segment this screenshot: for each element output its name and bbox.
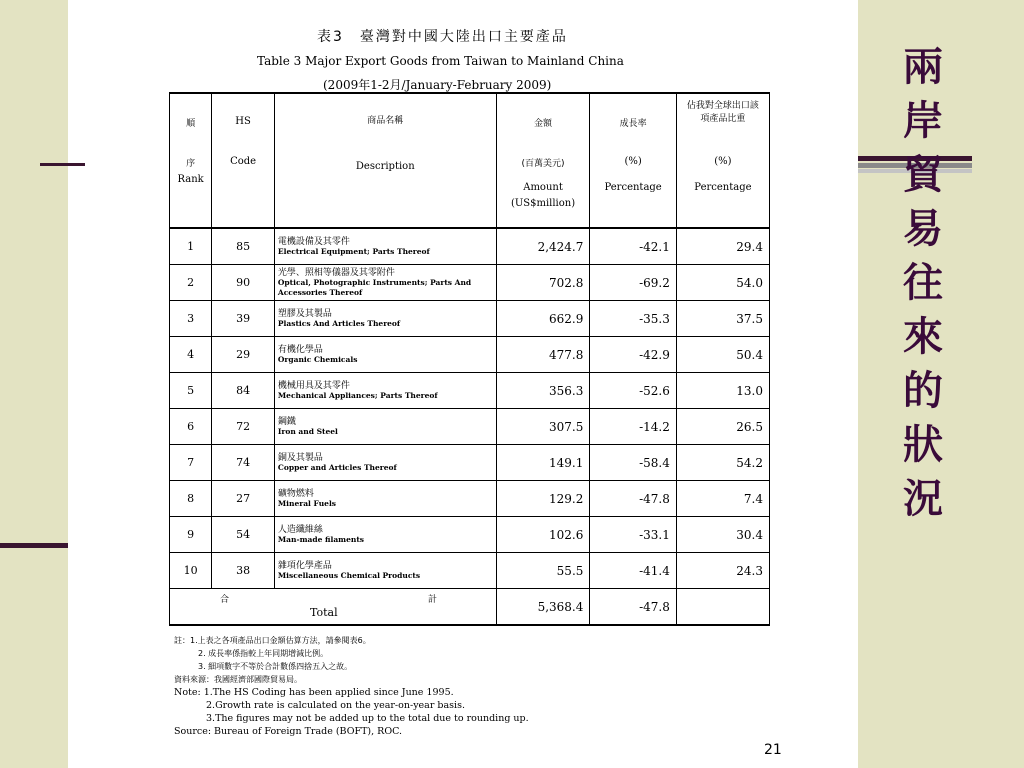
header-hs-bottom: Code: [230, 156, 257, 167]
note-zh-1: 註：1.上表之各項產品出口金額估算方法，請參閱表6。: [174, 636, 371, 645]
cell-amount: 129.2: [496, 481, 590, 517]
header-rank-zh2: 序: [186, 159, 196, 169]
cell-desc-en: Miscellaneous Chemical Products: [277, 570, 421, 580]
note-en-2: 2.Growth rate is calculated on the year-on-year basis.: [206, 700, 465, 711]
cell-share: 13.0: [676, 373, 769, 409]
cell-desc-zh: 機械用具及其零件: [277, 380, 350, 391]
cell-desc-en: Man-made filaments: [277, 534, 365, 544]
cell-rank: 4: [170, 337, 212, 373]
cell-growth: -52.6: [590, 373, 676, 409]
document-page: [86, 0, 858, 768]
header-desc-en: Description: [355, 161, 415, 172]
cell-desc-en: Optical, Photographic Instruments; Parts And Accessories Thereof: [277, 277, 472, 297]
cell-rank: 8: [170, 481, 212, 517]
header-amount-zh2: (百萬美元): [521, 159, 565, 169]
slide-title-char: 狀: [903, 421, 943, 468]
table-row: [170, 409, 770, 445]
slide-title-char: 貿: [903, 151, 943, 198]
cell-growth: -35.3: [590, 301, 676, 337]
cell-growth: -42.9: [590, 337, 676, 373]
cell-rank: 6: [170, 409, 212, 445]
cell-share: 24.3: [676, 553, 769, 589]
slide-title-char: 岸: [903, 97, 943, 144]
note-zh-2: 2. 成長率係指較上年同期增減比例。: [198, 649, 329, 658]
cell-description: [274, 517, 496, 553]
cell-rank: 7: [170, 445, 212, 481]
cell-desc-zh: 鋼鐵: [277, 416, 296, 427]
cell-description: [274, 553, 496, 589]
header-amount-en: Amount: [523, 182, 563, 193]
cell-rank: 3: [170, 301, 212, 337]
cell-share: 50.4: [676, 337, 769, 373]
cell-hs-code: 38: [212, 553, 275, 589]
cell-hs-code: 27: [212, 481, 275, 517]
cell-rank: 2: [170, 265, 212, 301]
header-share-en: Percentage: [694, 182, 752, 193]
cell-amount: 149.1: [496, 445, 590, 481]
cell-amount: 2,424.7: [496, 228, 590, 265]
header-share: [676, 93, 769, 228]
slide-title-vertical: [893, 40, 953, 526]
table-header-row: [170, 93, 770, 228]
cell-growth: -14.2: [590, 409, 676, 445]
cell-hs-code: 54: [212, 517, 275, 553]
header-rank: [170, 93, 212, 228]
cell-rank: 9: [170, 517, 212, 553]
cell-desc-en: Organic Chemicals: [277, 354, 358, 364]
header-desc-zh: 商品名稱: [367, 116, 404, 126]
slide-title-char: 往: [903, 259, 943, 306]
total-label-zh-2: 計: [428, 595, 438, 605]
cell-desc-zh: 電機設備及其零件: [277, 236, 350, 247]
cell-description: [274, 265, 496, 301]
cell-desc-zh: 塑膠及其製品: [277, 308, 332, 319]
slide-title-char: 況: [903, 475, 943, 522]
cell-description: [274, 337, 496, 373]
cell-hs-code: 74: [212, 445, 275, 481]
cell-description: [274, 481, 496, 517]
total-growth: -47.8: [590, 589, 676, 626]
cell-desc-zh: 礦物燃料: [277, 488, 314, 499]
table-row: [170, 553, 770, 589]
cell-amount: 702.8: [496, 265, 590, 301]
cell-growth: -58.4: [590, 445, 676, 481]
cell-amount: 102.6: [496, 517, 590, 553]
cell-desc-en: Electrical Equipment; Parts Thereof: [277, 246, 430, 256]
cell-share: 29.4: [676, 228, 769, 265]
cell-description: [274, 373, 496, 409]
header-description: [274, 93, 496, 228]
cell-hs-code: 90: [212, 265, 275, 301]
left-decor-band: [0, 0, 68, 768]
header-growth-zh: 成長率: [619, 119, 647, 129]
header-rank-en: Rank: [177, 174, 204, 185]
total-label-en: Total: [310, 606, 338, 619]
cell-desc-zh: 銅及其製品: [277, 452, 323, 463]
note-zh-3: 3. 細項數字不等於合計數係四捨五入之故。: [198, 662, 353, 671]
note-en-1: Note: 1.The HS Coding has been applied since June 1995.: [174, 687, 454, 698]
table-row: [170, 301, 770, 337]
cell-rank: 5: [170, 373, 212, 409]
table-row: [170, 517, 770, 553]
header-amount-en2: (US$million): [510, 198, 576, 209]
cell-desc-en: Mechanical Appliances; Parts Thereof: [277, 390, 438, 400]
table-total-row: [170, 589, 770, 626]
table-row: [170, 265, 770, 301]
header-amount-zh: 金額: [534, 119, 553, 129]
note-zh-source: 資料來源：我國經濟部國際貿易局。: [174, 675, 302, 684]
header-share-zh2: (%): [714, 156, 732, 167]
slide-title-char: 易: [903, 205, 943, 252]
total-share: [676, 589, 769, 626]
cell-share: 37.5: [676, 301, 769, 337]
header-hs-code: [212, 93, 275, 228]
total-label-cell: [170, 589, 497, 626]
header-growth-en: Percentage: [604, 182, 662, 193]
export-goods-table: [169, 92, 770, 626]
total-amount: 5,368.4: [496, 589, 590, 626]
cell-share: 30.4: [676, 517, 769, 553]
table-period: (2009年1-2月/January-February 2009): [323, 78, 552, 92]
cell-desc-en: Copper and Articles Thereof: [277, 462, 397, 472]
table-row: [170, 373, 770, 409]
cell-rank: 10: [170, 553, 212, 589]
cell-description: [274, 409, 496, 445]
cell-desc-zh: 人造纖維絲: [277, 524, 323, 535]
cell-desc-en: Plastics And Articles Thereof: [277, 318, 401, 328]
total-label-zh-1: 合: [220, 595, 230, 605]
note-en-3: 3.The figures may not be added up to the total due to rounding up.: [206, 713, 529, 724]
slide-title-char: 的: [903, 367, 943, 414]
cell-share: 54.0: [676, 265, 769, 301]
cell-amount: 477.8: [496, 337, 590, 373]
header-share-zh: 佔我對全球出口該項產品比重: [686, 101, 759, 124]
cell-growth: -42.1: [590, 228, 676, 265]
left-accent-line: [40, 163, 85, 166]
header-growth: [590, 93, 676, 228]
cell-desc-en: Mineral Fuels: [277, 498, 337, 508]
table-row: [170, 337, 770, 373]
cell-growth: -69.2: [590, 265, 676, 301]
cell-growth: -41.4: [590, 553, 676, 589]
cell-hs-code: 85: [212, 228, 275, 265]
cell-hs-code: 39: [212, 301, 275, 337]
table-title-en: Table 3 Major Export Goods from Taiwan to Mainland China: [257, 54, 624, 68]
table-row: [170, 481, 770, 517]
cell-amount: 356.3: [496, 373, 590, 409]
cell-desc-en: Iron and Steel: [277, 426, 338, 436]
cell-amount: 662.9: [496, 301, 590, 337]
cell-desc-zh: 有機化學品: [277, 344, 323, 355]
left-bottom-rule: [0, 543, 68, 548]
cell-amount: 307.5: [496, 409, 590, 445]
table-notes: [174, 634, 529, 738]
table-row: [170, 445, 770, 481]
cell-rank: 1: [170, 228, 212, 265]
header-hs-top: HS: [235, 116, 251, 127]
cell-description: [274, 301, 496, 337]
note-en-source: Source: Bureau of Foreign Trade (BOFT), ROC.: [174, 726, 403, 737]
slide-title-char: 來: [903, 313, 943, 360]
header-amount: [496, 93, 590, 228]
table-row: [170, 228, 770, 265]
cell-hs-code: 84: [212, 373, 275, 409]
cell-desc-zh: 雜項化學產品: [277, 560, 332, 571]
cell-share: 54.2: [676, 445, 769, 481]
page-number: 21: [764, 742, 782, 758]
cell-desc-zh: 光學、照相等儀器及其零附件: [277, 267, 395, 278]
cell-hs-code: 29: [212, 337, 275, 373]
header-rank-zh: 順: [186, 119, 196, 129]
cell-description: [274, 445, 496, 481]
cell-amount: 55.5: [496, 553, 590, 589]
cell-growth: -47.8: [590, 481, 676, 517]
table-title-zh: 表3 臺灣對中國大陸出口主要產品: [317, 29, 568, 45]
header-growth-zh2: (%): [624, 156, 642, 167]
cell-description: [274, 228, 496, 265]
cell-growth: -33.1: [590, 517, 676, 553]
slide-title-char: 兩: [903, 43, 943, 90]
cell-share: 7.4: [676, 481, 769, 517]
cell-hs-code: 72: [212, 409, 275, 445]
cell-share: 26.5: [676, 409, 769, 445]
